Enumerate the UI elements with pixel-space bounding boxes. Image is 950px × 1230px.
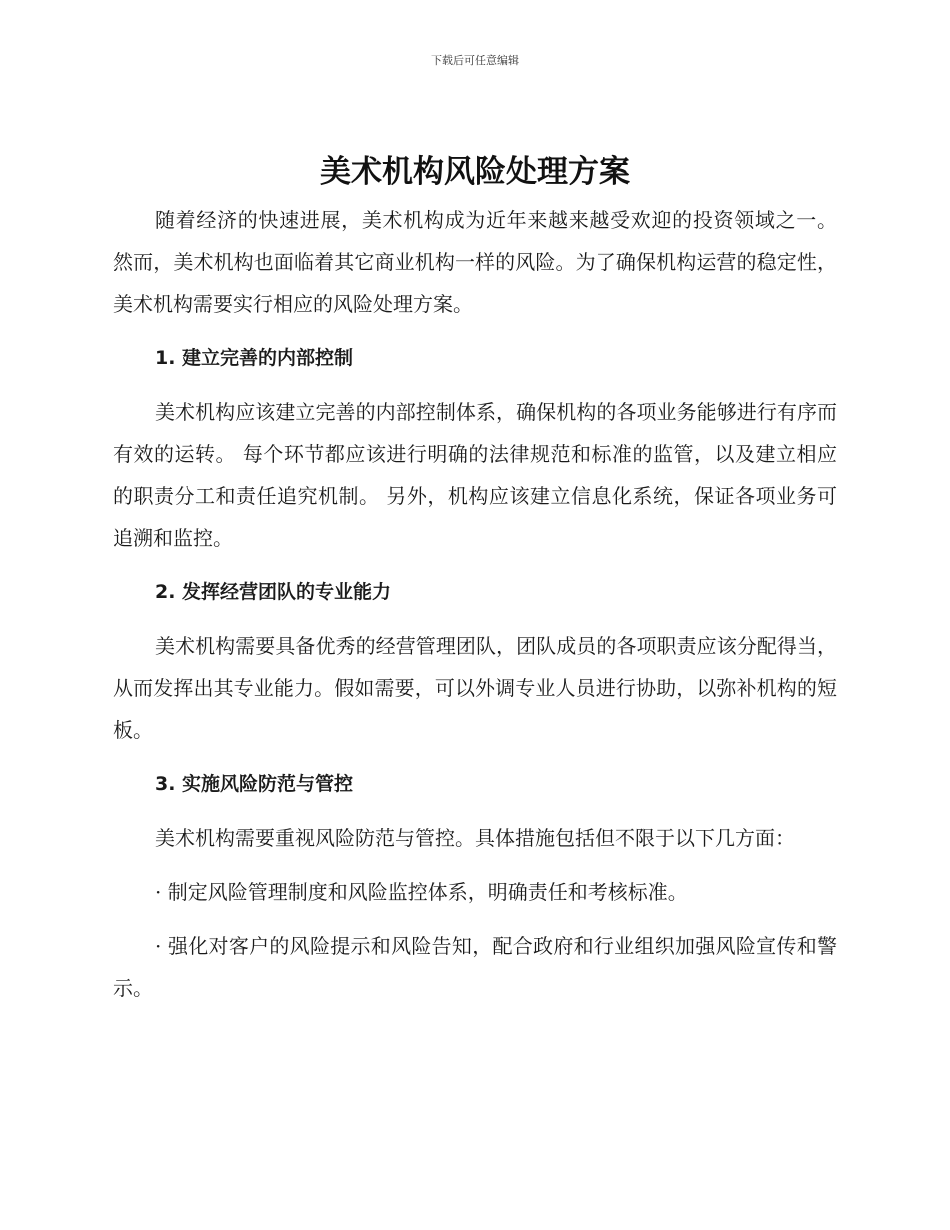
section-body-team-capability: 美术机构需要具备优秀的经营管理团队，团队成员的各项职责应该分配得当，从而发挥出其专业能力。假如需要，可以外调专业人员进行协助，以弥补机构的短板。 (113, 634, 837, 742)
document-title: 美术机构风险处理方案 (320, 154, 630, 190)
list-item: · 制定风险管理制度和风险监控体系，明确责任和考核标准。 (155, 880, 688, 904)
page-header: 下载后可任意编辑 (431, 54, 519, 67)
list-item: · 强化对客户的风险提示和风险告知，配合政府和行业组织加强风险宣传和警示。 (113, 934, 837, 1000)
document-body (113, 199, 837, 1009)
section-heading-risk-control: 3. 实施风险防范与管控 (155, 773, 354, 795)
section-body-internal-control: 美术机构应该建立完善的内部控制体系，确保机构的各项业务能够进行有序而有效的运转。 每个环节都应该进行明确的法律规范和标准的监管，以及建立相应的职责分工和责任追究机制。 另外，机构应该建立信息化系统，保证各项业务可追溯和监控。 (113, 400, 837, 550)
section-heading-team-capability: 2. 发挥经营团队的专业能力 (155, 581, 392, 603)
section-heading-internal-control: 1. 建立完善的内部控制 (155, 347, 354, 369)
intro-paragraph: 随着经济的快速进展，美术机构成为近年来越来越受欢迎的投资领域之一。 然而，美术机构也面临着其它商业机构一样的风险。为了确保机构运营的稳定性，美术机构需要实行相应的风险处理方案。 (113, 208, 837, 316)
section-body-risk-control: 美术机构需要重视风险防范与管控。具体措施包括但不限于以下几方面： (155, 826, 795, 850)
